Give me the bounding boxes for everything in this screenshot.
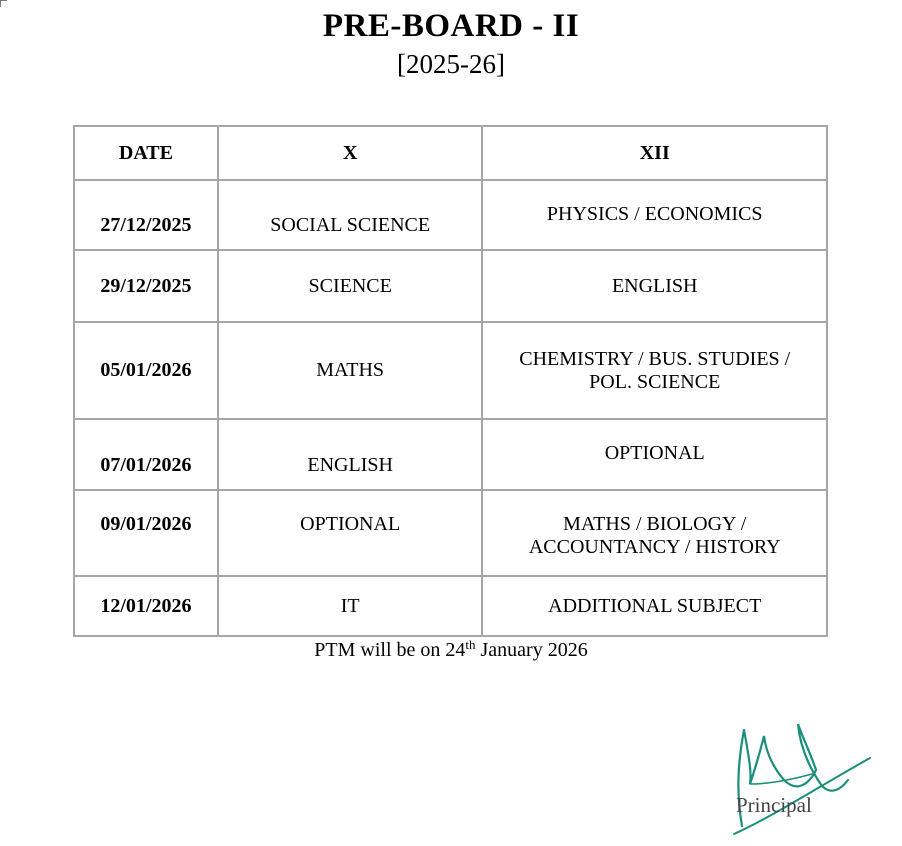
date-cell: 29/12/2025 <box>74 250 218 322</box>
class-xii-subject-line: MATHS / BIOLOGY / <box>563 513 747 535</box>
date-cell: 12/01/2026 <box>74 576 218 636</box>
table-row <box>74 180 827 250</box>
class-xii-subject-cell <box>482 490 827 576</box>
page-title: PRE-BOARD - II <box>322 8 580 44</box>
principal-label: Principal <box>736 793 812 817</box>
class-x-subject-cell: SOCIAL SCIENCE <box>218 180 483 250</box>
table-row <box>74 576 827 636</box>
class-x-subject-cell: IT <box>218 576 483 636</box>
table-row <box>74 322 827 419</box>
page-corner-mark <box>0 0 7 7</box>
class-xii-subject-line: POL. SCIENCE <box>589 370 721 393</box>
class-xii-subject-line: CHEMISTRY / BUS. STUDIES / <box>519 347 791 370</box>
column-header-x: X <box>218 126 483 180</box>
class-xii-subject-cell <box>482 322 827 419</box>
principal-signature <box>730 722 872 840</box>
table-header-row <box>74 126 827 180</box>
exam-schedule-table <box>73 125 828 637</box>
column-header-date: DATE <box>74 126 218 180</box>
class-xii-subject-line: ACCOUNTANCY / HISTORY <box>528 536 781 558</box>
class-x-subject-cell: ENGLISH <box>218 419 483 490</box>
column-header-xii: XII <box>482 126 827 180</box>
table-row <box>74 419 827 490</box>
class-xii-subject-cell: ADDITIONAL SUBJECT <box>482 576 827 636</box>
ptm-notice-text: PTM will be on 24 <box>314 639 466 661</box>
ptm-notice <box>0 639 902 662</box>
session-label: [2025-26] <box>397 49 505 79</box>
date-cell: 09/01/2026 <box>74 490 218 576</box>
class-x-subject-cell: OPTIONAL <box>218 490 483 576</box>
table-row <box>74 490 827 576</box>
class-xii-subject-cell: PHYSICS / ECONOMICS <box>482 180 827 250</box>
class-x-subject-cell: SCIENCE <box>218 250 483 322</box>
ptm-ordinal-suffix: th <box>465 637 476 652</box>
table-row <box>74 250 827 322</box>
date-cell: 05/01/2026 <box>74 322 218 419</box>
ptm-notice-month: January 2026 <box>475 639 588 661</box>
class-xii-subject-cell: ENGLISH <box>482 250 827 322</box>
class-xii-subject-cell: OPTIONAL <box>482 419 827 490</box>
class-x-subject-cell: MATHS <box>218 322 483 419</box>
date-cell: 27/12/2025 <box>74 180 218 250</box>
date-cell: 07/01/2026 <box>74 419 218 490</box>
